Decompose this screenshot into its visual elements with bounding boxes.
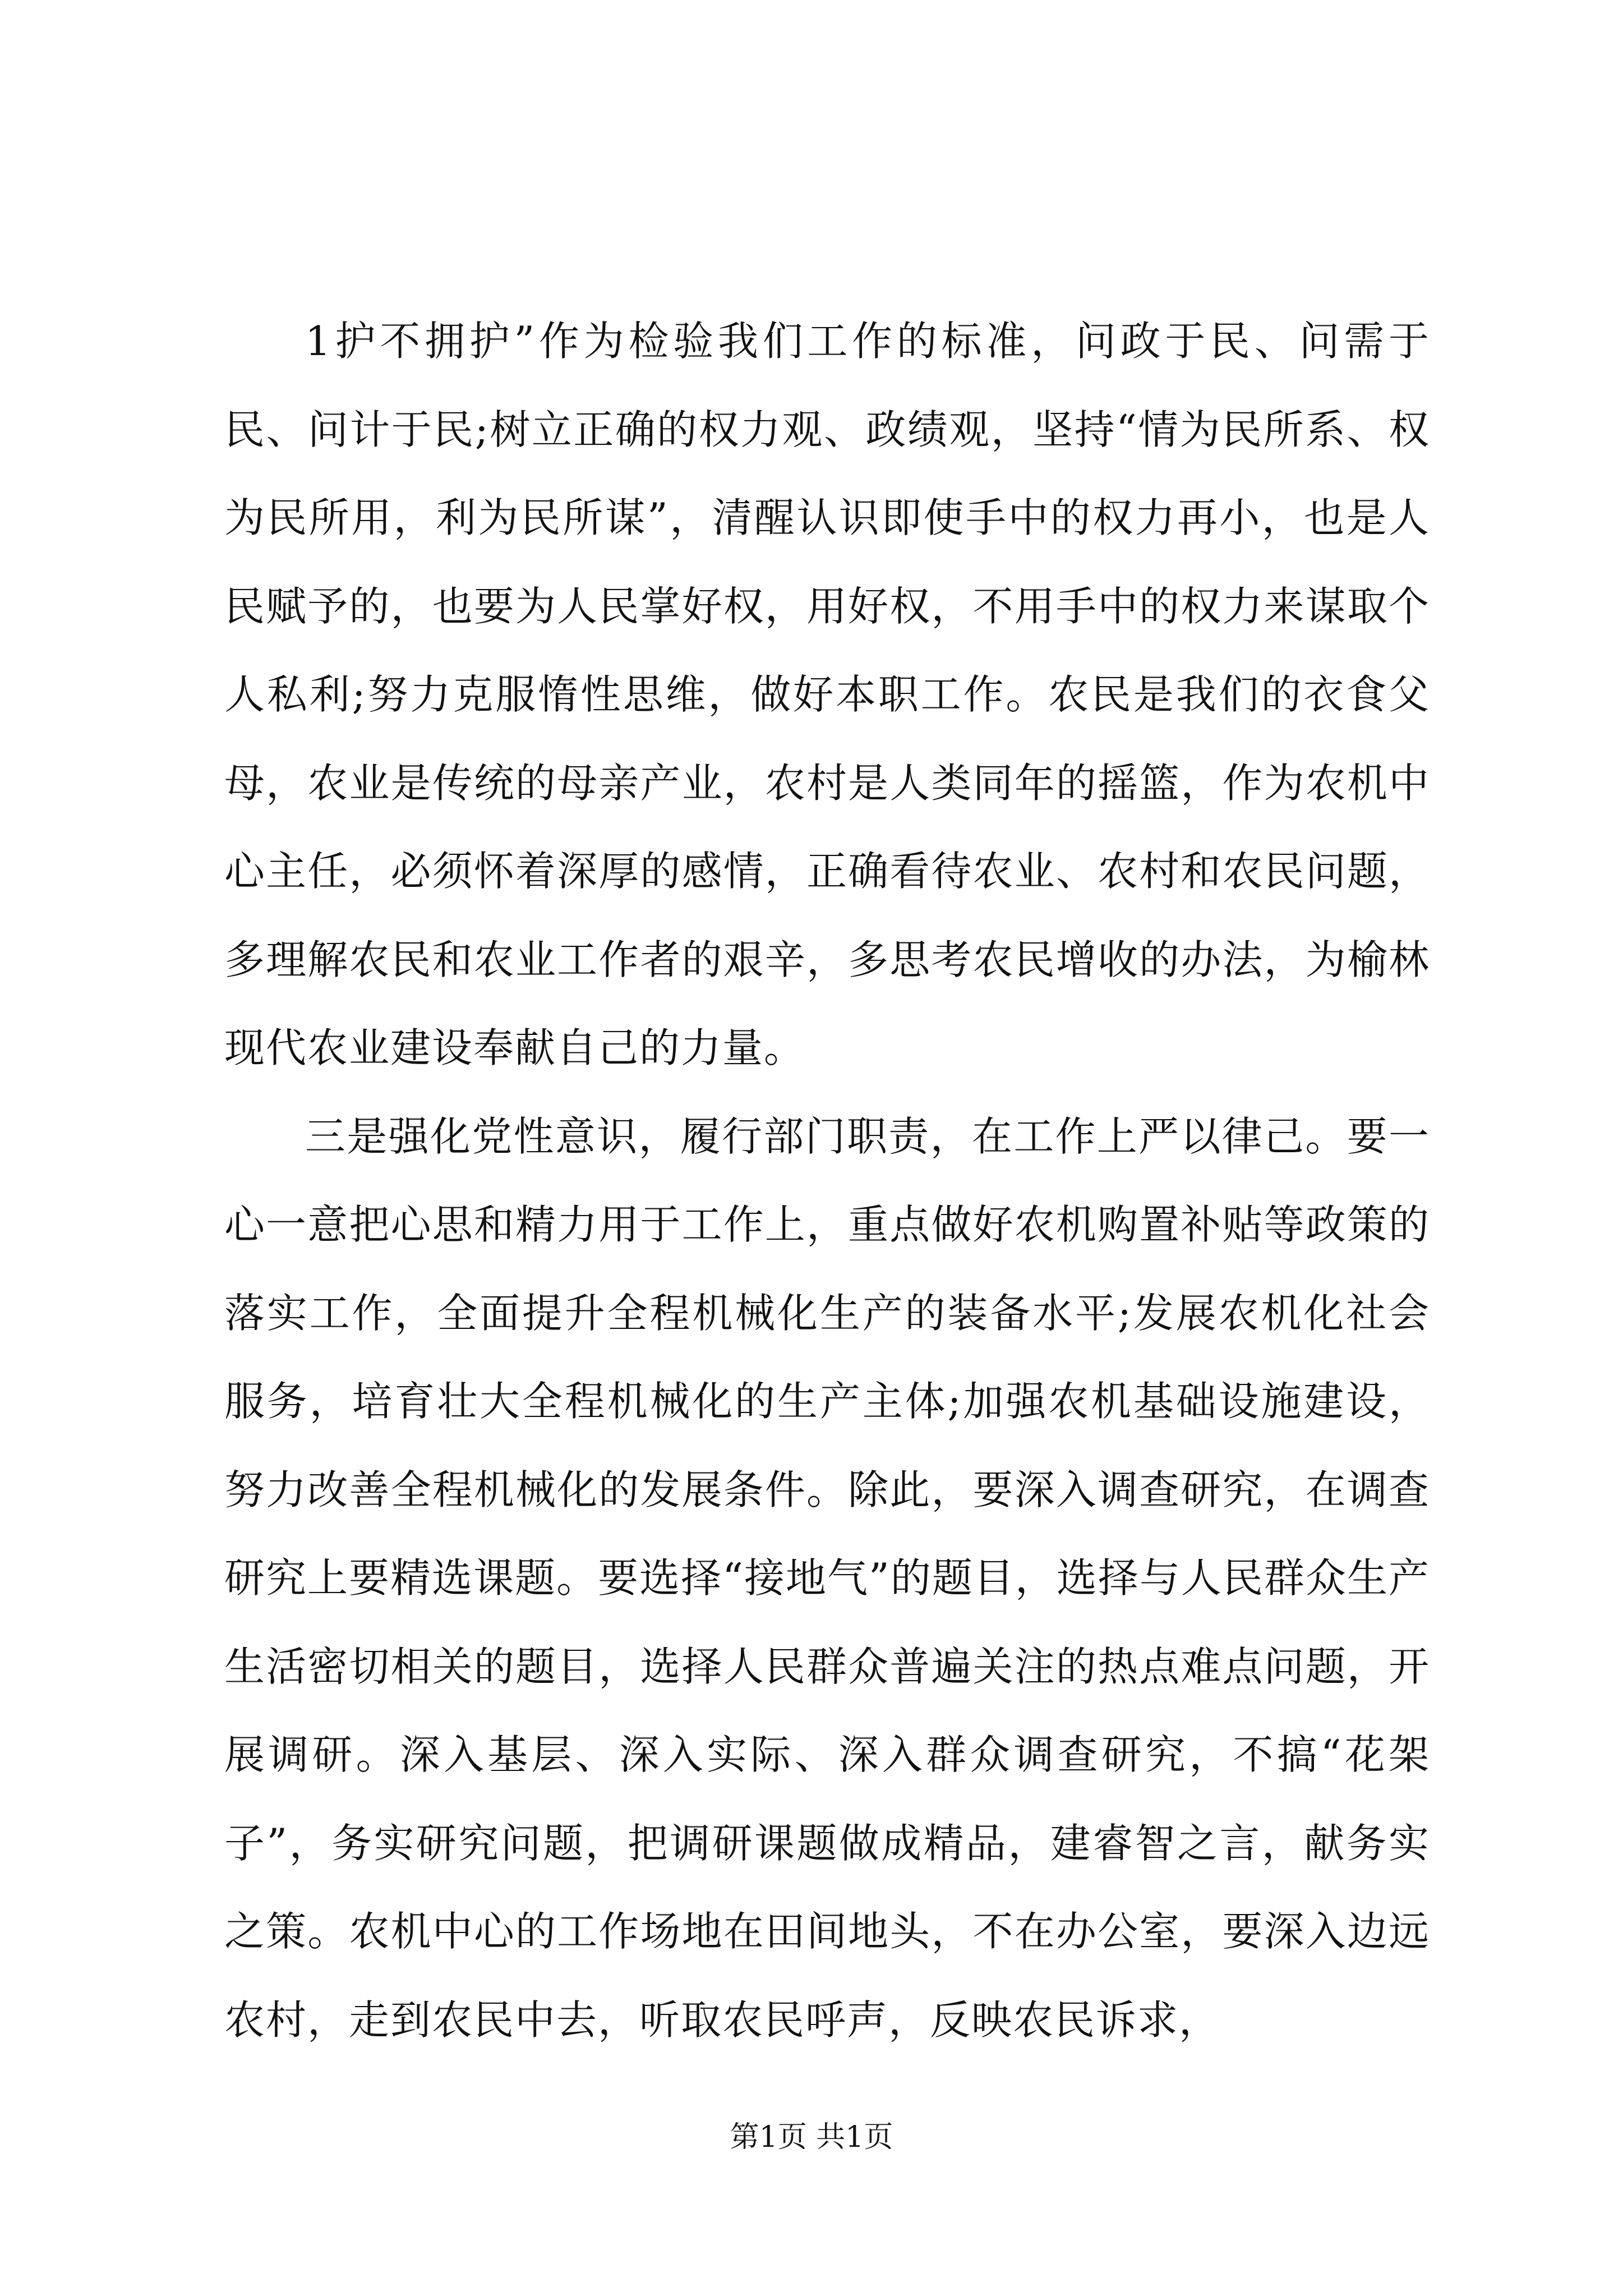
page-footer: 第1页 共1页: [730, 2120, 893, 2154]
paragraph-1: 1护不拥护”作为检验我们工作的标准，问政于民、问需于民、问计于民;树立正确的权力观、政绩观，坚持“情为民所系、权为民所用，利为民所谋”，清醒认识即使手中的权力再小，也是人民赋予的，也要为人民掌好权，用好权，不用手中的权力来谋取个人私利;努力克服惰性思维，做好本职工作。农民是我们的衣食父母，农业是传统的母亲产业，农村是人类同年的摇篮，作为农机中心主任，必须怀着深厚的感情，正确看待农业、农村和农民问题，多理解农民和农业工作者的艰辛，多思考农民增收的办法，为榆林现代农业建设奉献自己的力量。: [224, 318, 1430, 1071]
document-body: [224, 297, 1430, 2064]
paragraph-2: 三是强化党性意识，履行部门职责，在工作上严以律己。要一心一意把心思和精力用于工作上，重点做好农机购置补贴等政策的落实工作，全面提升全程机械化生产的装备水平;发展农机化社会服务，培育壮大全程机械化的生产主体;加强农机基础设施建设，努力改善全程机械化的发展条件。除此，要深入调查研究，在调查研究上要精选课题。要选择“接地气”的题目，选择与人民群众生产生活密切相关的题目，选择人民群众普遍关注的热点难点问题，开展调研。深入基层、深入实际、深入群众调查研究，不搞“花架子”，务实研究问题，把调研课题做成精品，建睿智之言，献务实之策。农机中心的工作场地在田间地头，不在办公室，要深入边远农村，走到农民中去，听取农民呼声，反映农民诉求，: [224, 1112, 1430, 2044]
